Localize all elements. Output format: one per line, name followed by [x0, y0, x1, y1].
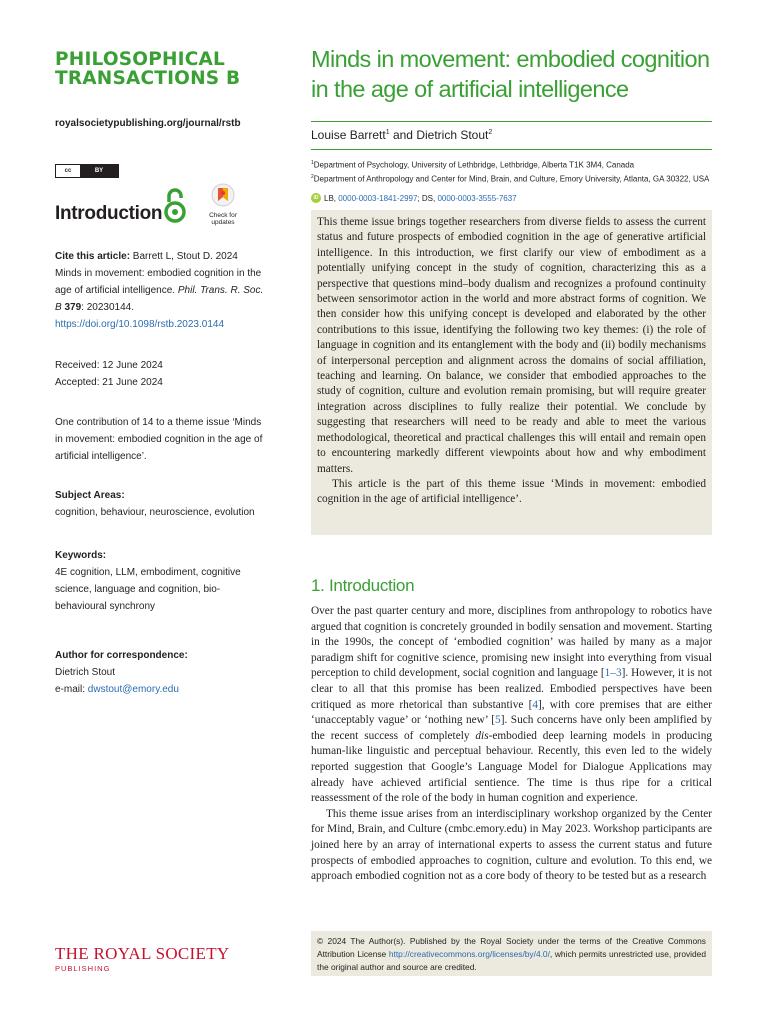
abstract-box [311, 210, 712, 535]
correspondence-heading: Author for correspondence: [55, 650, 188, 661]
body-text [311, 604, 712, 885]
theme-issue-note: One contribution of 14 to a theme issue ‘Minds in movement: embodied cognition in the age of artificial intelligence’. [55, 417, 263, 462]
keywords-text: 4E cognition, LLM, embodiment, cognitive science, language and cognition, bio-behavioural synchrony [55, 567, 241, 612]
by-icon: BY [80, 165, 118, 177]
orcid-ds-label: ; DS, [417, 193, 438, 203]
section-heading: 1. Introduction [311, 576, 415, 595]
affiliation-1-mark: 1 [311, 160, 314, 166]
article-type-label: Introduction [55, 203, 163, 224]
body-paragraph-1 [311, 604, 712, 807]
affiliation-1-text: Department of Psychology, University of Lethbridge, Lethbridge, Alberta T1K 3M4, Canada [313, 160, 635, 170]
title-rule [311, 121, 712, 122]
accepted-date: Accepted: 21 June 2024 [55, 377, 163, 388]
publisher-logo-sub: PUBLISHING [55, 964, 111, 973]
author-1: Louise Barrett [311, 128, 386, 142]
ref-link-5[interactable]: 5 [495, 714, 501, 727]
license-text-2: , which permits unrestricted use, provided the original author and source are credited. [317, 949, 707, 973]
publisher-logo: THE ROYAL SOCIETY [55, 944, 230, 963]
journal-name-line2: TRANSACTIONS B [55, 68, 241, 89]
author-1-affil: 1 [385, 129, 390, 136]
email-label: e-mail: [55, 684, 88, 695]
email-link[interactable]: dwstout@emory.edu [87, 684, 179, 695]
abstract-theme-note: This article is the part of this theme issue ‘Minds in movement: embodied cognition in the age of artificial intelligence’. [317, 477, 706, 506]
author-2: Dietrich Stout [416, 128, 489, 142]
cc-icon: cc [56, 165, 80, 177]
body-p1-part-d: ]. Such concerns have only been amplified by the recent success of completely [311, 714, 712, 742]
journal-url[interactable]: royalsocietypublishing.org/journal/rstb [55, 118, 241, 129]
license-text-1: © 2024 The Author(s). Published by the Royal Society under the terms of the Creative Commons Attribution License [317, 936, 706, 960]
correspondence-name: Dietrich Stout [55, 667, 116, 678]
body-p1-italic-dis: dis [475, 729, 489, 742]
citation [55, 248, 267, 333]
received-date: Received: 12 June 2024 [55, 360, 163, 371]
keywords [55, 547, 267, 615]
body-p1-part-c: ], with core premises that are either ‘unacceptably vague’ or ‘nothing new’ [ [311, 698, 712, 727]
citation-doi-link[interactable]: https://doi.org/10.1098/rstb.2023.0144 [55, 319, 225, 330]
author-2-affil: 2 [488, 129, 493, 136]
ref-link-1-3[interactable]: 1–3 [604, 667, 622, 680]
check-for-updates-button[interactable] [204, 183, 242, 226]
subject-areas-text: cognition, behaviour, neuroscience, evolution [55, 507, 255, 518]
citation-label: Cite this article: [55, 251, 131, 262]
body-p1-part-a: Over the past quarter century and more, disciplines from anthropology to robotics have argued that cognition is concretely grounded in bodily sensation and movement. Starting in the 1990s, the concept of ‘embodied cognition’ was hailed by many as a major paradigm shift for cognitive science, promising new insight into everything from visual perception to child development, social cognition and language [ [311, 605, 712, 680]
license-url-link[interactable]: http://creativecommons.org/licenses/by/4.0/ [388, 949, 550, 960]
authors-rule [311, 149, 712, 150]
orcid-ds-link[interactable]: 0000-0003-3555-7637 [437, 193, 517, 203]
orcid-icon: iD [311, 193, 321, 203]
subject-areas [55, 487, 267, 521]
article-title: Minds in movement: embodied cognition in the age of artificial intelligence [311, 46, 710, 102]
affiliation-2 [311, 172, 709, 185]
orcid-line [311, 193, 517, 203]
affiliation-2-mark: 2 [311, 174, 314, 180]
body-paragraph-2: This theme issue arises from an interdisciplinary workshop organized by the Center for Mind, Brain, and Culture (cmbc.emory.edu) in May 2023. Workshop participants are joined here by an array of international experts to assess the current status and future prospects of embodied approaches to cognition, culture and evolution. To this end, we approach embodied cognition not as a core body of theory to be tested but as a research [311, 807, 712, 883]
body-p1-part-b: ]. However, it is not clear to all that this promise has been realized. Embodied perspectives have been critiqued as more rhetorical than substantive [ [311, 667, 712, 711]
license-box [311, 931, 712, 976]
orcid-lb-link[interactable]: 0000-0003-1841-2997 [338, 193, 418, 203]
affiliation-2-text: Department of Anthropology and Center for Mind, Brain, and Culture, Emory University, Atlanta, GA 30322, USA [313, 174, 710, 184]
citation-text: Barrett L, Stout D. 2024 Minds in movement: embodied cognition in the age of artificial intelligence. [55, 251, 262, 296]
check-updates-line1: Check for [209, 212, 237, 219]
citation-journal: Phil. Trans. R. Soc. B [55, 285, 264, 313]
author-and: and [389, 128, 417, 142]
journal-name [55, 50, 240, 88]
citation-volume: 379 [61, 302, 82, 313]
crossmark-icon [211, 183, 235, 207]
body-p1-part-e: -embodied deep learning models in producing human-like linguistic and perceptual behaviour. Recently, this even led to the widely reported suggestion that Google’s Language Model for Dialogue Applications may already have achieved artificial sentience. The time is thus ripe for a critical reassessment of the role of the body in human cognition and experience. [311, 729, 712, 805]
open-access-icon [161, 186, 189, 224]
keywords-heading: Keywords: [55, 550, 107, 561]
ref-link-4[interactable]: 4 [532, 698, 539, 711]
subject-areas-heading: Subject Areas: [55, 490, 125, 501]
affiliation-1 [311, 158, 634, 171]
author-list [311, 128, 492, 142]
journal-name-line1: PHILOSOPHICAL [55, 49, 226, 70]
check-updates-line2: updates [211, 219, 235, 226]
orcid-lb-label: LB, [324, 193, 339, 203]
abstract-paragraph: This theme issue brings together researchers from diverse fields to assess the current status and future prospects of embodied cognition in the age of generative artificial intelligence. In this introduction, we first clarify our view of embodiment as a potentially unifying concept in the study of cognition, characterizing this as a perspective that questions mind–body dualism and recognizes a profound continuity between sensorimotor action in the world and more abstract forms of cognition. We then consider how this unifying concept is developed and elaborated by the other contributions to this issue, identifying the following two key themes: (i) the role of language in cognition and its entanglement with the body and (ii) bodily mechanisms of interpersonal perception and alignment across the domains of social affiliation, teaching and learning. On balance, we consider that embodied approaches to the study of cognition, culture and evolution remain promising, but will require greater integration across disciplines to fully realize their potential. We conclude by suggesting that researchers will need to be ready and able to meet the various methodological, theoretical and practical challenges this will entail and remain open to encountering markedly different viewpoints about how and why embodiment matters. [317, 216, 706, 475]
correspondence [55, 647, 267, 698]
citation-pages: : 20230144. [81, 302, 134, 313]
dates [55, 357, 267, 391]
cc-by-license-badge[interactable] [55, 164, 119, 178]
